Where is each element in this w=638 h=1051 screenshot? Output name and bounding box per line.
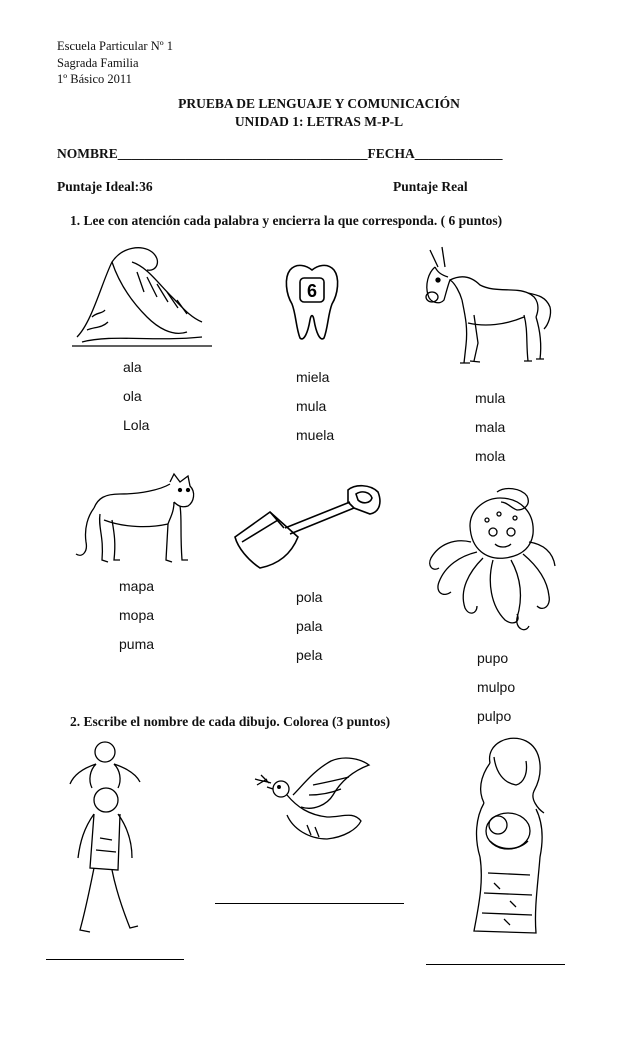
word-option[interactable]: mola — [475, 448, 506, 464]
word-option[interactable]: pulpo — [477, 708, 512, 724]
dove-icon — [253, 755, 373, 850]
octopus-icon — [425, 486, 560, 646]
word-option[interactable]: mopa — [119, 607, 155, 623]
item1-options — [123, 353, 149, 440]
ideal-score: Puntaje Ideal:36 — [57, 179, 153, 194]
tooth-number: 6 — [306, 281, 318, 301]
word-option[interactable]: mala — [475, 419, 506, 435]
word-option[interactable]: puma — [119, 636, 155, 652]
test-unit: UNIDAD 1: LETRAS M-P-L — [234, 114, 404, 129]
school-name: Escuela Particular Nº 1 — [57, 39, 173, 53]
section2-instruction: 2. Escribe el nombre de cada dibujo. Colorea (3 puntos) — [70, 714, 391, 729]
test-title: PRUEBA DE LENGUAJE Y COMUNICACIÓN — [178, 96, 460, 111]
item6-options — [477, 644, 515, 731]
answer-line-3[interactable] — [426, 964, 565, 965]
school-header — [57, 38, 173, 88]
father-child-icon — [60, 738, 160, 938]
item5-options — [296, 583, 322, 670]
real-score: Puntaje Real — [393, 179, 468, 194]
puma-icon — [70, 472, 210, 572]
answer-line-1[interactable] — [46, 959, 184, 960]
section1-instruction: 1. Lee con atención cada palabra y encierra la que corresponda. ( 6 puntos) — [70, 213, 503, 228]
word-option[interactable]: mula — [296, 398, 327, 414]
school-subtitle: Sagrada Familia — [57, 55, 139, 70]
grade-year: 1º Básico 2011 — [57, 72, 132, 86]
item4-options — [119, 572, 154, 659]
word-option[interactable]: ola — [123, 388, 142, 404]
mule-icon — [420, 245, 555, 370]
name-date-line: NOMBRE_____________________________________FECHA_____________ — [57, 146, 503, 161]
word-option[interactable]: ala — [123, 359, 142, 375]
word-option[interactable]: mula — [475, 390, 506, 406]
word-option[interactable]: pupo — [477, 650, 509, 666]
word-option[interactable]: mulpo — [477, 679, 516, 695]
word-option[interactable]: pela — [296, 647, 323, 663]
word-option[interactable]: pala — [296, 618, 323, 634]
word-option[interactable]: miela — [296, 369, 330, 385]
item2-options — [296, 363, 334, 450]
wave-icon — [72, 242, 212, 350]
tooth-icon — [282, 262, 342, 342]
word-option[interactable]: Lola — [123, 417, 150, 433]
word-option[interactable]: mapa — [119, 578, 155, 594]
shovel-icon — [230, 482, 385, 572]
mother-baby-icon — [460, 733, 560, 938]
word-option[interactable]: muela — [296, 427, 335, 443]
answer-line-2[interactable] — [215, 903, 404, 904]
word-option[interactable]: pola — [296, 589, 323, 605]
item3-options — [475, 384, 505, 471]
